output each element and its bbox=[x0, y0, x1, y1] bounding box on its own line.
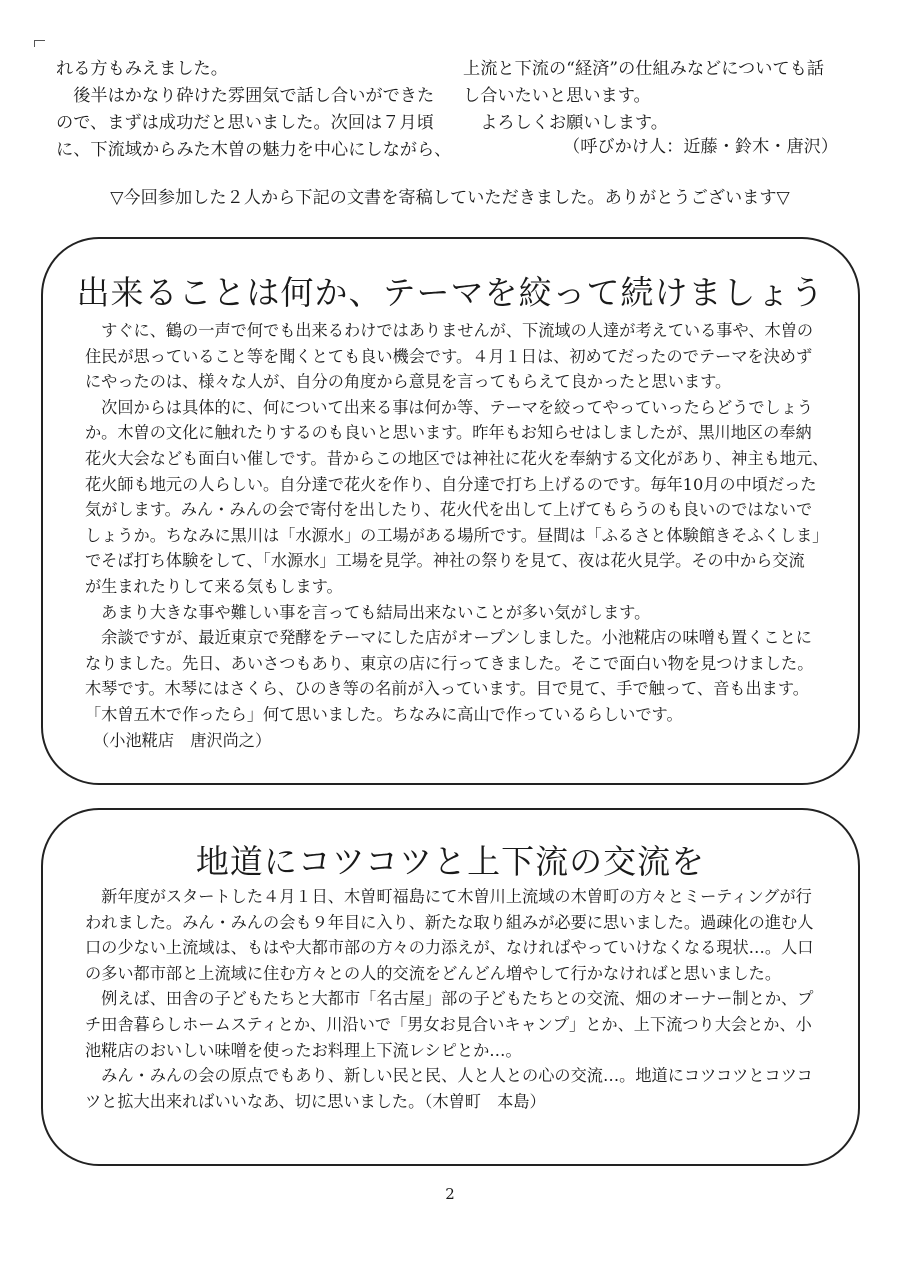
text-line: ので、まずは成功だと思いました。次回は７月頃 bbox=[56, 113, 434, 133]
text-line: でそば打ち体験をして、「水源水」工場を見学。神社の祭りを見て、夜は花火見学。その中から交流 bbox=[85, 551, 805, 571]
text-line: なりました。先日、あいさつもあり、東京の店に行ってきました。そこで面白い物を見つけました。 bbox=[85, 653, 814, 673]
text-line: 口の少ない上流域は、もはや大都市部の方々の力添えが、なければやっていけなくなる現状…。人口 bbox=[85, 938, 814, 958]
text-line: 後半はかなり砕けた雰囲気で話し合いができた bbox=[56, 86, 435, 106]
text-line: 花火師も地元の人らしい。自分達で花火を作り、自分達で打ち上げるのです。毎年10月の中頃だった bbox=[85, 474, 817, 494]
page-number: 2 bbox=[445, 1185, 455, 1203]
callers-credit: （呼びかけ人：近藤・鈴木・唐沢） bbox=[563, 137, 839, 157]
text-line: に、下流域からみた木曽の魅力を中心にしながら、 bbox=[56, 140, 452, 160]
right-column-text bbox=[463, 56, 824, 137]
article-box-2 bbox=[41, 808, 860, 1166]
article-body bbox=[85, 884, 813, 1114]
text-line: みん・みんの会の原点でもあり、新しい民と民、人と人との心の交流…。地道にコツコツとコツコ bbox=[85, 1066, 813, 1086]
article-title: 地道にコツコツと上下流の交流を bbox=[195, 842, 706, 881]
text-line: 次回からは具体的に、何について出来る事は何か等、テーマを絞ってやっていったらどうでしょう bbox=[85, 397, 814, 417]
text-line: 例えば、田舎の子どもたちと大都市「名古屋」部の子どもたちとの交流、畑のオーナー制とか、プ bbox=[85, 989, 814, 1009]
text-line: 池糀店のおいしい味噌を使ったお料理上下流レシピとか…。 bbox=[85, 1040, 522, 1060]
text-line: 木琴です。木琴にはさくら、ひのき等の名前が入っています。目で見て、手で触って、音も出ます。 bbox=[85, 679, 809, 699]
text-line: が生まれたりして来る気もします。 bbox=[85, 576, 343, 596]
text-line: あまり大きな事や難しい事を言っても結局出来ないことが多い気がします。 bbox=[85, 602, 651, 622]
thanks-line: ▽今回参加した２人から下記の文書を寄稿していただきました。ありがとうございます▽ bbox=[110, 188, 790, 208]
article-body bbox=[85, 318, 828, 753]
text-line: 上流と下流の“経済”の仕組みなどについても話 bbox=[463, 59, 824, 79]
left-column-text bbox=[56, 56, 451, 164]
text-line: チ田舎暮らしホームスティとか、川沿いで「男女お見合いキャンプ」とか、上下流つり大会とか、小 bbox=[85, 1014, 812, 1034]
text-line: 住民が思っていること等を聞くとても良い機会です。４月１日は、初めてだったのでテーマを決めず bbox=[85, 346, 813, 366]
text-line: 花火大会なども面白い催しです。昔からこの地区では神社に花火を奉納する文化があり、神主も地元、 bbox=[85, 448, 829, 468]
text-line: か。木曽の文化に触れたりするのも良いと思います。昨年もお知らせはしましたが、黒川地区の奉納 bbox=[85, 423, 812, 443]
scan-artifact-mark bbox=[34, 40, 45, 47]
text-line: ツと拡大出来ればいいなあ、切に思いました。（木曽町 本島） bbox=[85, 1091, 546, 1111]
text-line: し合いたいと思います。 bbox=[463, 86, 651, 106]
text-line: 「木曽五木で作ったら」何て思いました。ちなみに高山で作っているらしいです。 bbox=[85, 704, 683, 724]
article-box-1 bbox=[41, 237, 860, 785]
text-line: すぐに、鶴の一声で何でも出来るわけではありませんが、下流域の人達が考えている事や、木曽の bbox=[85, 321, 814, 340]
text-line: の多い都市部と上流域に住む方々との人的交流をどんどん増やして行かなければと思いました。 bbox=[85, 963, 782, 983]
text-line: 新年度がスタートした４月１日、木曽町福島にて木曽川上流域の木曽町の方々とミーティングが行 bbox=[85, 887, 812, 906]
author-credit: （小池糀店 唐沢尚之） bbox=[85, 730, 272, 750]
text-line: 気がします。みん・みんの会で寄付を出したり、花火代を出して上げてもらうのも良いのではないで bbox=[85, 500, 813, 520]
text-line: にやったのは、様々な人が、自分の角度から意見を言ってもらえて良かったと思います。 bbox=[85, 372, 732, 392]
text-line: 余談ですが、最近東京で発酵をテーマにした店がオープンしました。小池糀店の味噌も置くことに bbox=[85, 628, 812, 648]
text-line: よろしくお願いします。 bbox=[463, 113, 668, 133]
text-line: しょうか。ちなみに黒川は「水源水」の工場がある場所です。昼間は「ふるさと体験館きそふくしま」 bbox=[85, 525, 829, 545]
article-title: 出来ることは何か、テーマを絞って続けましょう bbox=[76, 273, 825, 312]
text-line: われました。みん・みんの会も９年目に入り、新たな取り組みが必要に思いました。過疎化の進む人 bbox=[85, 912, 814, 932]
text-line: れる方もみえました。 bbox=[56, 59, 228, 79]
